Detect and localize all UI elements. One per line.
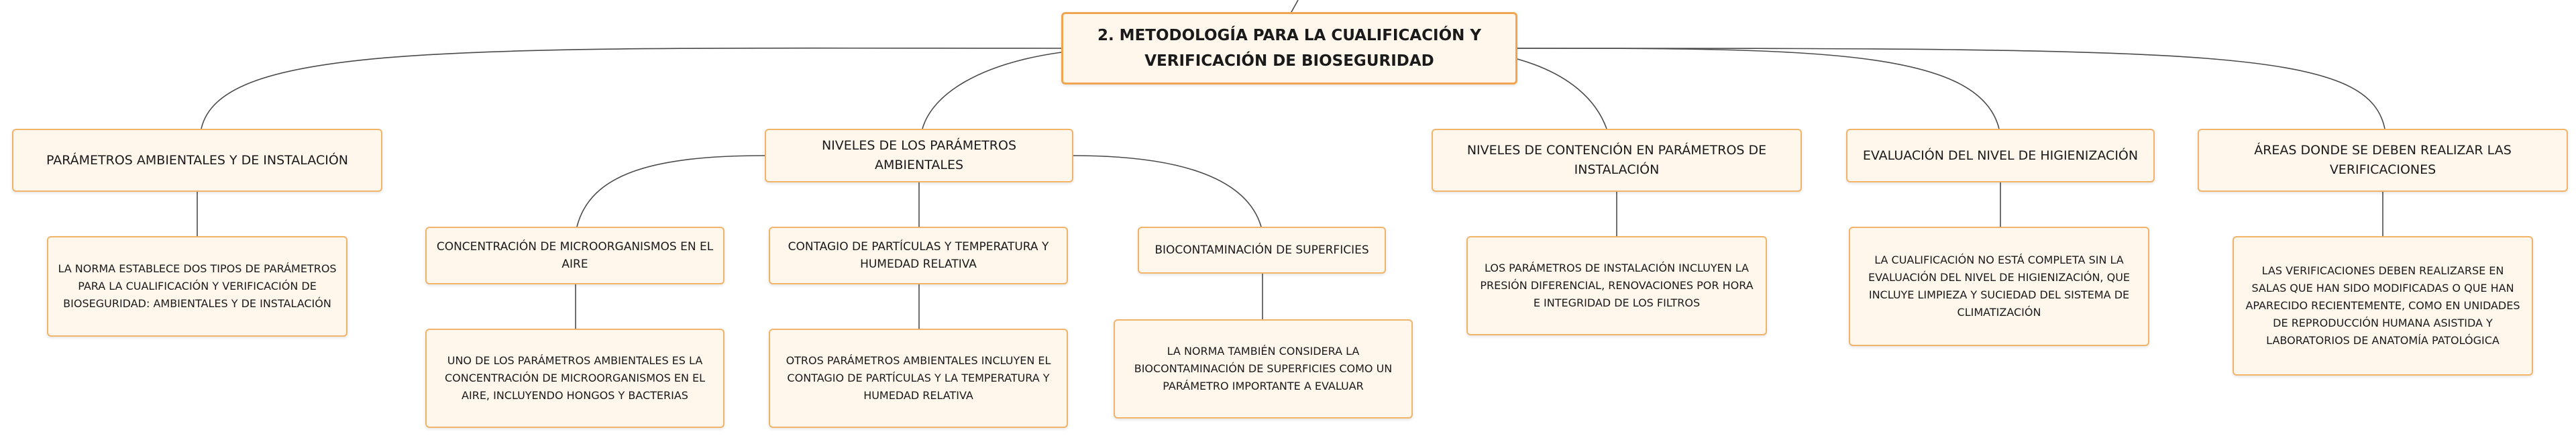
child-biocontaminacion-superficies[interactable] [1138,227,1386,274]
child-label: CONTAGIO DE PARTÍCULAS Y TEMPERATURA Y HUMEDAD RELATIVA [788,240,1049,271]
root-node[interactable] [1061,12,1517,85]
branch-label: ÁREAS DONDE SE DEBEN REALIZAR LAS VERIFICACIONES [2254,143,2512,177]
connector-root-b2 [922,52,1061,129]
branch-niveles-parametros-ambientales[interactable] [765,129,1073,182]
detail-text: LA NORMA TAMBIÉN CONSIDERA LA BIOCONTAMINACIÓN DE SUPERFICIES COMO UN PARÁMETRO IMPORTANTE A EVALUAR [1134,345,1393,392]
connector-root-top [1291,0,1298,12]
connector-b2-c3 [1073,156,1261,227]
branch-label: NIVELES DE LOS PARÁMETROS AMBIENTALES [821,138,1017,172]
detail-parametros-ambientales[interactable] [47,236,347,337]
branch-areas-verificaciones[interactable] [2198,129,2568,192]
child-contagio-particulas[interactable] [769,227,1068,284]
connector-root-b5 [1517,48,2385,129]
child-label: BIOCONTAMINACIÓN DE SUPERFICIES [1155,243,1369,257]
detail-text: LA NORMA ESTABLECE DOS TIPOS DE PARÁMETROS PARA LA CUALIFICACIÓN Y VERIFICACIÓN DE BIOSEGURIDAD: AMBIENTALES Y DE INSTALACIÓN [58,262,337,310]
branch-label: PARÁMETROS AMBIENTALES Y DE INSTALACIÓN [46,152,349,168]
branch-label: EVALUACIÓN DEL NIVEL DE HIGIENIZACIÓN [1862,148,2139,163]
connector-root-b1 [201,48,1073,129]
root-label: 2. METODOLOGÍA PARA LA CUALIFICACIÓN Y VERIFICACIÓN DE BIOSEGURIDAD [1097,27,1482,70]
branch-niveles-contencion[interactable] [1432,129,1802,192]
detail-text: LAS VERIFICACIONES DEBEN REALIZARSE EN SALAS QUE HAN SIDO MODIFICADAS O QUE HAN APARECIDO RECIENTEMENTE, COMO EN UNIDADES DE REPRODUCCIÓN HUMANA ASISTIDA Y LABORATORIOS DE ANATOMÍA PATOLÓGICA [2245,264,2520,347]
detail-concentracion-microorganismos[interactable] [425,329,724,428]
child-concentracion-microorganismos[interactable] [425,227,724,284]
child-label: CONCENTRACIÓN DE MICROORGANISMOS EN EL AIRE [436,240,714,271]
branch-parametros-ambientales[interactable] [12,129,382,192]
detail-areas-verificaciones[interactable] [2233,236,2533,376]
detail-text: LA CUALIFICACIÓN NO ESTÁ COMPLETA SIN LA EVALUACIÓN DEL NIVEL DE HIGIENIZACIÓN, QUE INCLUYE LIMPIEZA Y SUCIEDAD DEL SISTEMA DE CLIMATIZACIÓN [1868,254,2131,319]
detail-evaluacion-higienizacion[interactable] [1849,227,2149,346]
connector-b2-c1 [577,156,765,227]
branch-evaluacion-higienizacion[interactable] [1846,129,2155,182]
detail-text: OTROS PARÁMETROS AMBIENTALES INCLUYEN EL CONTAGIO DE PARTÍCULAS Y LA TEMPERATURA Y HUMEDAD RELATIVA [786,354,1051,402]
detail-contagio-particulas[interactable] [769,329,1068,428]
detail-text: UNO DE LOS PARÁMETROS AMBIENTALES ES LA CONCENTRACIÓN DE MICROORGANISMOS EN EL AIRE, INCLUYENDO HONGOS Y BACTERIAS [444,354,706,402]
connector-root-b3 [1517,59,1607,129]
detail-biocontaminacion-superficies[interactable] [1114,319,1413,419]
detail-text: LOS PARÁMETROS DE INSTALACIÓN INCLUYEN LA PRESIÓN DIFERENCIAL, RENOVACIONES POR HORA E INTEGRIDAD DE LOS FILTROS [1480,262,1754,309]
detail-niveles-contencion[interactable] [1466,236,1767,335]
connector-root-b4 [1517,48,1999,129]
branch-label: NIVELES DE CONTENCIÓN EN PARÁMETROS DE INSTALACIÓN [1466,143,1767,177]
